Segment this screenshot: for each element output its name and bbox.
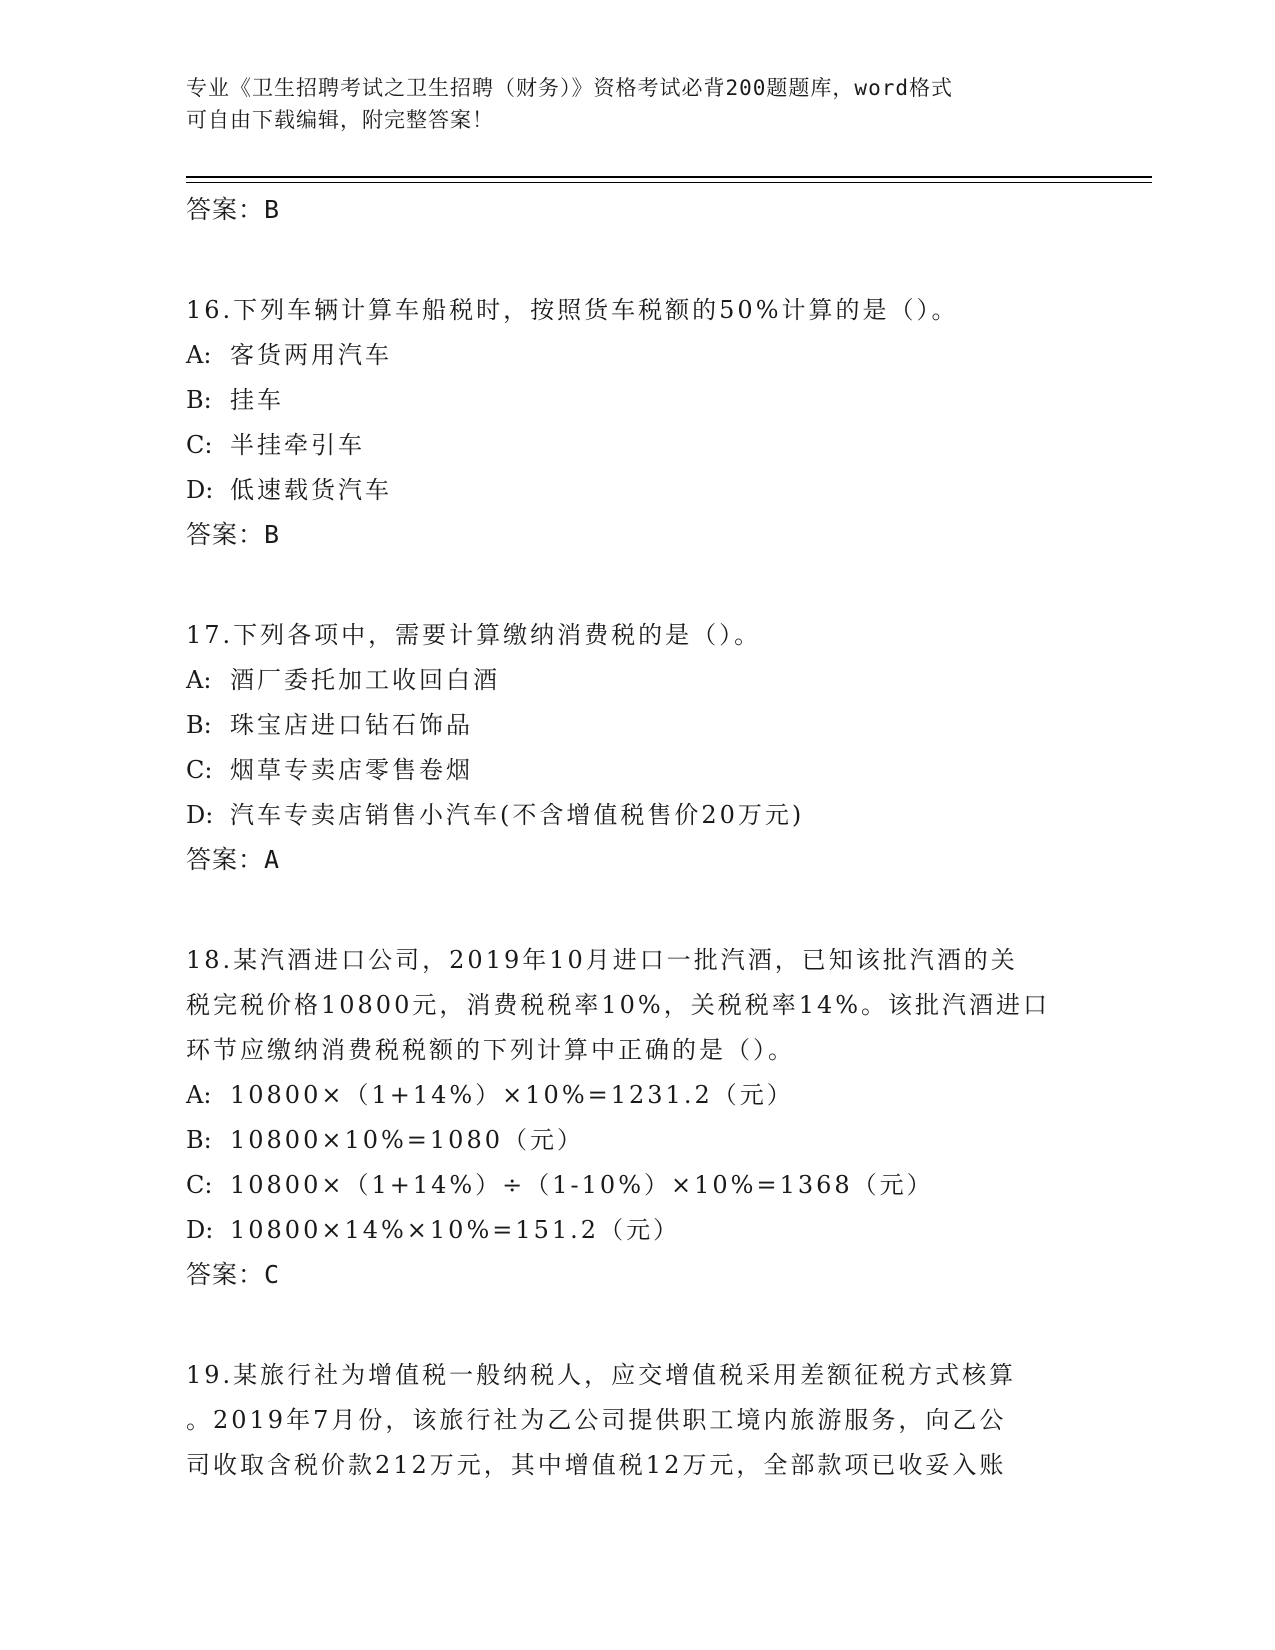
question-stem: 司收取含税价款212万元，其中增值税12万元，全部款项已收妥入账 bbox=[186, 1451, 1007, 1479]
option-a bbox=[186, 1073, 1086, 1118]
option-key: C: bbox=[186, 431, 213, 459]
option-text: 酒厂委托加工收回白酒 bbox=[230, 666, 500, 694]
spacer bbox=[186, 232, 1086, 288]
option-c bbox=[186, 1163, 1086, 1208]
option-b bbox=[186, 1118, 1086, 1163]
option-key: D: bbox=[186, 476, 214, 504]
question-content bbox=[186, 188, 1086, 1488]
option-key: B: bbox=[186, 711, 212, 739]
option-text: 烟草专卖店零售卷烟 bbox=[230, 756, 473, 784]
question-stem: 17.下列各项中，需要计算缴纳消费税的是（）。 bbox=[186, 621, 762, 649]
option-text: 客货两用汽车 bbox=[230, 341, 392, 369]
option-key: A: bbox=[186, 341, 212, 369]
header-line-2: 可自由下载编辑，附完整答案！ bbox=[186, 108, 494, 132]
document-header bbox=[186, 72, 1066, 136]
option-c bbox=[186, 748, 1086, 793]
option-key: B: bbox=[186, 386, 212, 414]
answer-line: 答案：B bbox=[186, 520, 281, 549]
question-stem: 16.下列车辆计算车船税时，按照货车税额的50%计算的是（）。 bbox=[186, 296, 959, 324]
question-17 bbox=[186, 613, 1086, 882]
question-stem: 。2019年7月份，该旅行社为乙公司提供职工境内旅游服务，向乙公 bbox=[186, 1406, 1007, 1434]
spacer bbox=[186, 1297, 1086, 1353]
question-stem: 税完税价格10800元，消费税税率10%，关税税率14%。该批汽酒进口 bbox=[186, 991, 1051, 1019]
spacer bbox=[186, 557, 1086, 613]
option-d bbox=[186, 1208, 1086, 1253]
answer-line: 答案：C bbox=[186, 1260, 281, 1289]
option-key: D: bbox=[186, 1216, 214, 1244]
option-text: 挂车 bbox=[230, 386, 284, 414]
header-line-1: 专业《卫生招聘考试之卫生招聘（财务）》资格考试必背200题题库，word格式 bbox=[186, 76, 953, 100]
option-text: 低速载货汽车 bbox=[230, 476, 392, 504]
question-stem: 环节应缴纳消费税税额的下列计算中正确的是（）。 bbox=[186, 1036, 795, 1064]
option-a bbox=[186, 333, 1086, 378]
option-key: A: bbox=[186, 1081, 212, 1109]
option-text: 10800×（1+14%）÷（1-10%）×10%=1368（元） bbox=[230, 1171, 934, 1199]
option-text: 10800×（1+14%）×10%=1231.2（元） bbox=[230, 1081, 794, 1109]
answer-line: 答案：A bbox=[186, 845, 281, 874]
option-b bbox=[186, 378, 1086, 423]
option-text: 10800×14%×10%=151.2（元） bbox=[230, 1216, 681, 1244]
answer-line-15: 答案：B bbox=[186, 195, 281, 224]
question-stem: 18.某汽酒进口公司，2019年10月进口一批汽酒，已知该批汽酒的关 bbox=[186, 946, 1018, 974]
option-key: A: bbox=[186, 666, 212, 694]
spacer bbox=[186, 882, 1086, 938]
option-b bbox=[186, 703, 1086, 748]
question-16 bbox=[186, 288, 1086, 557]
header-divider-thick bbox=[186, 176, 1152, 178]
option-d bbox=[186, 793, 1086, 838]
option-key: D: bbox=[186, 801, 214, 829]
option-key: C: bbox=[186, 756, 213, 784]
option-a bbox=[186, 658, 1086, 703]
question-stem: 19.某旅行社为增值税一般纳税人，应交增值税采用差额征税方式核算 bbox=[186, 1361, 1017, 1389]
option-key: C: bbox=[186, 1171, 213, 1199]
option-d bbox=[186, 468, 1086, 513]
question-19 bbox=[186, 1353, 1086, 1488]
header-divider-thin bbox=[186, 182, 1152, 183]
option-text: 10800×10%=1080（元） bbox=[230, 1126, 584, 1154]
option-key: B: bbox=[186, 1126, 212, 1154]
option-c bbox=[186, 423, 1086, 468]
option-text: 珠宝店进口钻石饰品 bbox=[230, 711, 473, 739]
option-text: 汽车专卖店销售小汽车(不含增值税售价20万元) bbox=[230, 801, 805, 829]
question-18 bbox=[186, 938, 1086, 1297]
option-text: 半挂牵引车 bbox=[230, 431, 365, 459]
